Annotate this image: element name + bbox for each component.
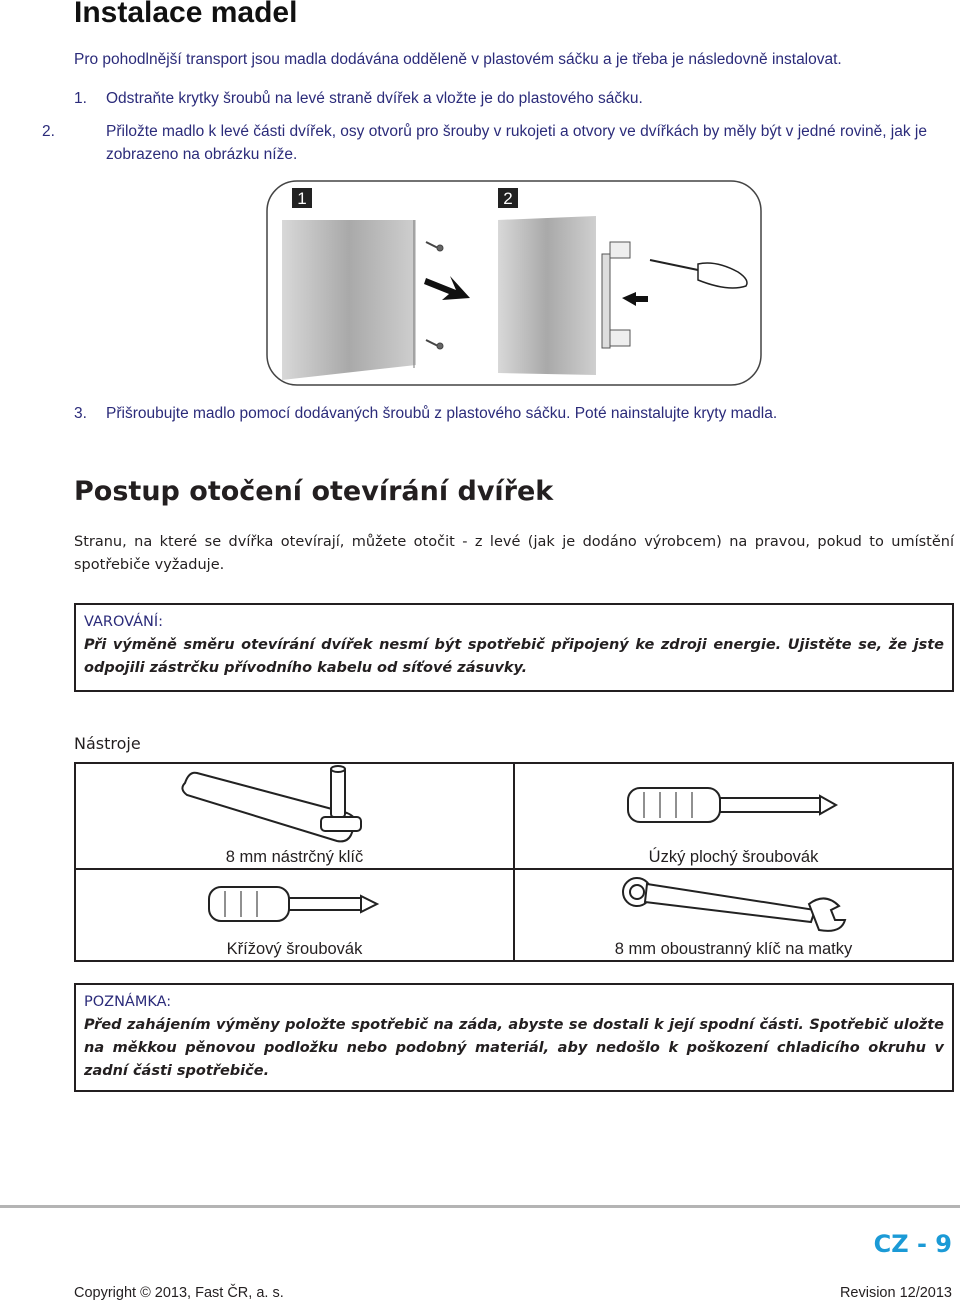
step-2: [42, 120, 960, 166]
step-number: 3.: [74, 405, 87, 422]
combination-wrench-icon: [619, 874, 849, 934]
page-number: CZ - 9: [873, 1230, 952, 1258]
socket-wrench-icon: [175, 765, 415, 845]
warning-text: Při výměně směru otevírání dvířek nesmí být spotřebič připojený ke zdroji energie. Ujistěte se, že jste odpojili zástrčku přívodního kabelu od síťové zásuvky.: [84, 637, 944, 676]
phillips-screwdriver-icon: [205, 879, 385, 929]
footer-divider: [0, 1205, 960, 1208]
step-3: [74, 402, 954, 425]
step-text: Odstraňte krytky šroubů na levé straně dvířek a vložte je do plastového sáčku.: [106, 90, 643, 107]
note-text: Před zahájením výměny položte spotřebič na záda, abyste se dostali k její spodní části. Spotřebič uložte na měkkou pěnovou podložku nebo podobný materiál, aby nedošlo k poškození chladicího okruhu v zadní části spotřebiče.: [84, 1017, 944, 1079]
step-text: Přišroubujte madlo pomocí dodávaných šroubů z plastového sáčku. Poté nainstalujte kryty madla.: [106, 405, 778, 422]
panel-2-label: 2: [503, 189, 513, 208]
tool-cell: [514, 763, 953, 869]
flat-screwdriver-icon: [624, 780, 844, 830]
section-title-install: Instalace madel: [74, 0, 298, 29]
footer-copyright: Copyright © 2013, Fast ČR, a. s.: [74, 1285, 284, 1301]
tool-label: 8 mm oboustranný klíč na matky: [614, 940, 853, 958]
tool-cell: [75, 869, 514, 961]
step-text: Přiložte madlo k levé části dvířek, osy otvorů pro šrouby v rukojeti a otvory ve dvířkách by měly být v jedné rovině, jak je zobrazeno na obrázku níže.: [106, 123, 927, 163]
door-description: Stranu, na které se dvířka otevírají, můžete otočit - z levé (jak je dodáno výrobcem) na pravou, pokud to umístění spotřebiče vyžaduje.: [74, 534, 954, 573]
warning-box: [74, 603, 954, 692]
note-box: [74, 983, 954, 1092]
tool-cell: [75, 763, 514, 869]
tool-label: 8 mm nástrčný klíč: [225, 848, 364, 866]
footer-revision: Revision 12/2013: [839, 1285, 952, 1301]
tool-label: Křížový šroubovák: [226, 940, 363, 958]
section-title-door: Postup otočení otevírání dvířek: [74, 476, 554, 507]
warning-title: VAROVÁNÍ:: [84, 614, 164, 630]
handle-installation-figure: [266, 180, 762, 386]
intro-text: Pro pohodlnější transport jsou madla dodávána odděleně v plastovém sáčku a je třeba je následovně instalovat.: [74, 51, 842, 68]
tools-heading: Nástroje: [74, 734, 141, 753]
step-1: [74, 87, 954, 110]
tools-table: [74, 762, 954, 962]
panel-1-label: 1: [297, 189, 307, 208]
tool-cell: [514, 869, 953, 961]
step-number: 1.: [74, 90, 87, 107]
step-number: 2.: [42, 123, 55, 140]
note-title: POZNÁMKA:: [84, 994, 172, 1010]
tool-label: Úzký plochý šroubovák: [648, 848, 819, 866]
